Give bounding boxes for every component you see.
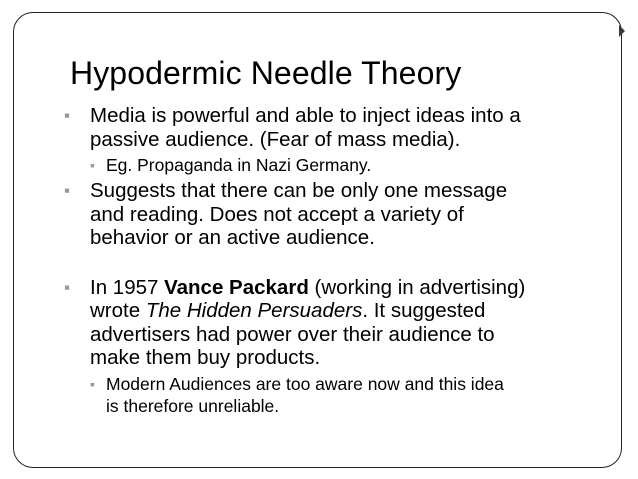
bullet-item-one-message — [62, 179, 612, 250]
sub-bullet-text-line: Modern Audiences are too aware now and this idea — [106, 373, 504, 394]
square-bullet-icon — [90, 373, 95, 395]
bullet-text-line: make them buy products. — [90, 346, 321, 369]
bullet-text-fragment: wrote — [90, 299, 146, 322]
bullet-text-line: Media is powerful and able to inject ideas into a — [90, 104, 521, 127]
bullet-item-media-powerful — [62, 104, 612, 151]
bullet-text-line — [90, 299, 612, 323]
sub-bullet-item-propaganda — [90, 154, 612, 176]
bullet-text-line: advertisers had power over their audience to — [90, 322, 495, 346]
bullet-item-vance-packard — [62, 276, 612, 370]
square-bullet-icon — [90, 154, 95, 176]
bullet-text-line: passive audience. (Fear of mass media). — [90, 127, 461, 151]
bullet-text-line: behavior or an active audience. — [90, 226, 375, 249]
bullet-text-fragment: (working in advertising) — [308, 275, 526, 299]
slide-content — [62, 104, 612, 417]
sub-bullet-item-modern-audiences — [90, 373, 612, 417]
square-bullet-icon — [64, 276, 70, 300]
bullet-text-line: Suggests that there can be only one message — [90, 179, 508, 202]
bullet-text-fragment: In 1957 — [90, 275, 165, 299]
square-bullet-icon — [64, 179, 70, 203]
bullet-text-fragment: . It suggested — [362, 299, 486, 322]
book-title: The Hidden Persuaders — [145, 299, 363, 322]
bullet-text-line: and reading. Does not accept a variety of — [90, 202, 464, 226]
author-name: Vance Packard — [164, 275, 309, 299]
frame-arrow-icon — [619, 25, 625, 37]
sub-bullet-text-line: is therefore unreliable. — [106, 395, 280, 416]
bullet-text-line — [90, 276, 612, 300]
square-bullet-icon — [64, 104, 70, 128]
sub-bullet-text-line: Eg. Propaganda in Nazi Germany. — [106, 155, 372, 175]
slide-title: Hypodermic Needle Theory — [70, 55, 462, 91]
